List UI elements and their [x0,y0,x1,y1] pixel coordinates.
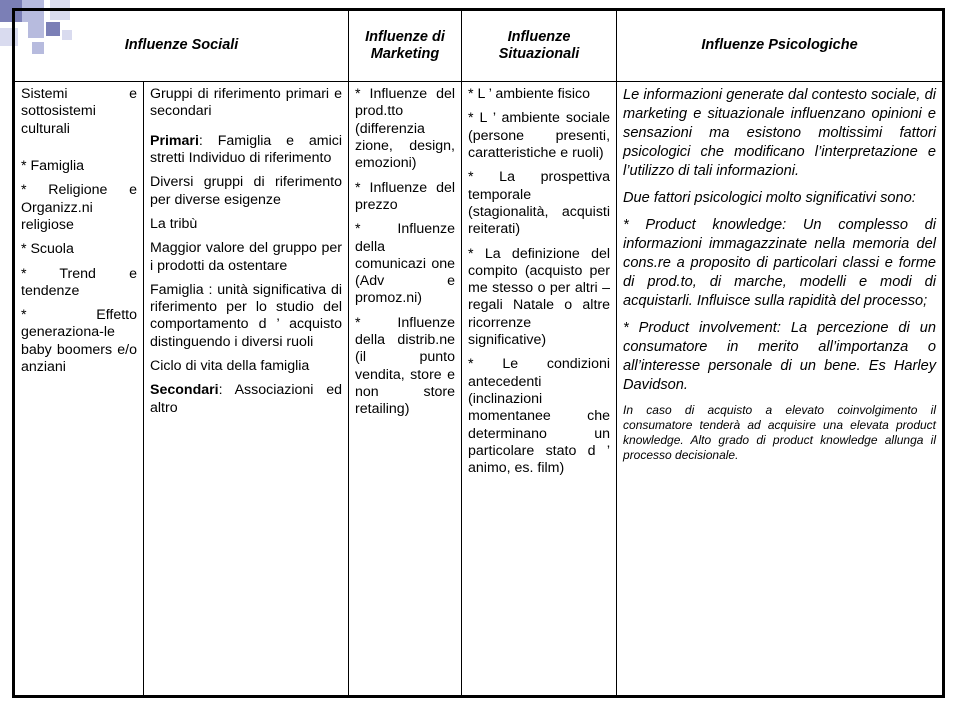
psych-involvement: * Product involvement: La percezione di un consumatore in merito all’importanza o all’interesse personale di un bene. Es Harley Davidson. [623,319,937,393]
psych-knowledge: * Product knowledge: Un complesso di informazioni immagazzinate nella memoria del cons.re a proposito di particolari classi e forme di prod.to, di marche, modelli e modi di acquistarli. Influisce sulla rapidità del processo; [623,216,937,309]
secondary-label: Secondari [150,382,219,399]
situational-task: * La definizione del compito (acquisto per me stesso o per altri – regali Natale o altre ricorrenze significative) [468,245,611,349]
header-social: Influenze Sociali [14,10,349,82]
groups-secondary [150,382,342,417]
item-school: * Scuola [21,241,74,258]
item-generational: * Effetto generaziona-le baby boomers e/o anziani [21,307,137,376]
cell-situational [462,82,617,697]
item-trends: * Trend e tendenze [21,265,137,299]
marketing-product: * Influenze del prod.tto (differenzia zione, design, emozioni) [355,86,456,172]
content-row [14,82,944,697]
header-row [14,10,944,82]
situational-temporal: * La prospettiva temporale (stagionalità, acquisti reiterati) [468,169,611,238]
groups-diverse: Diversi gruppi di riferimento per diverse esigenze [150,174,343,208]
influences-table [12,8,945,698]
header-psychological: Influenze Psicologiche [617,10,944,82]
item-religion: * Religione e Organizz.ni religiose [21,182,137,233]
primary-label: Primari [150,132,199,149]
item-family: * Famiglia [21,157,85,174]
groups-tribe: La tribù [150,215,198,232]
situational-antecedent: * Le condizioni antecedenti (inclinazioni momentanee che determinano un particolare stato d ’ animo, es. film) [468,356,611,477]
psych-factors: Due fattori psicologici molto significativi sono: [623,189,916,206]
groups-primary [150,133,342,168]
cell-marketing [349,82,462,697]
marketing-communication: * Influenze della comunicazi one (Adv e promoz.ni) [355,221,456,307]
header-situational: Influenze Situazionali [462,10,617,82]
marketing-price: * Influenze del prezzo [355,179,456,213]
cultural-systems-title: Sistemi e sottosistemi culturali [21,86,137,137]
header-marketing: Influenze di Marketing [349,10,462,82]
marketing-distribution: * Influenze della distrib.ne (il punto vendita, store e non store retailing) [355,314,456,418]
cell-reference-groups [144,82,349,697]
psych-intro: Le informazioni generate dal contesto sociale, di marketing e situazionale influenzano opinioni e sensazioni ma esistono moltissimi fattori psicologici che modificano l’interpretazione e l’utilizzo di tali informazioni. [623,87,937,179]
secondary-text: : Associazioni ed altro [150,382,343,416]
groups-life-cycle: Ciclo di vita della famiglia [150,358,310,375]
situational-social: * L ’ ambiente sociale (persone presenti, caratteristiche e ruoli) [468,110,611,161]
groups-value: Maggior valore del gruppo per i prodotti da ostentare [150,240,343,274]
cell-cultural-systems [14,82,144,697]
situational-physical: * L ’ ambiente fisico [468,86,590,102]
groups-family-unit: Famiglia : unità significativa di riferimento per lo studio del comportamento d ’ acquisto distinguendo i diversi ruoli [150,281,343,350]
psych-note: In caso di acquisto a elevato coinvolgimento il consumatore tenderà ad acquisire una elevata product knowledge. Alto grado di product knowledge allunga il processo decisionale. [623,402,937,462]
groups-title: Gruppi di riferimento primari e secondari [150,86,343,120]
cell-psychological [617,82,944,697]
primary-text: : Famiglia e amici stretti Individuo di riferimento [150,132,343,166]
